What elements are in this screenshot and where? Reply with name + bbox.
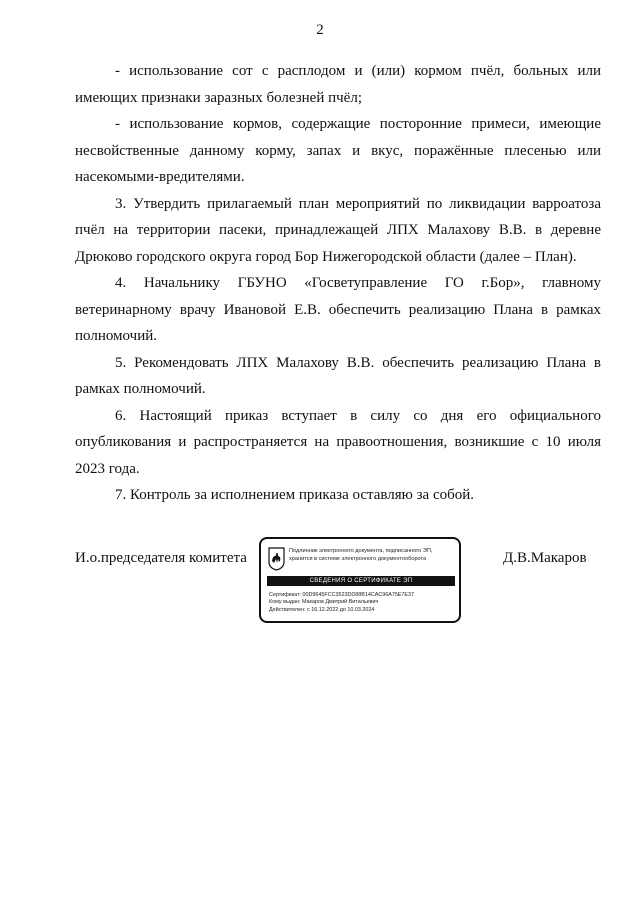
stamp-certificate-number: Сертификат: 00D9645FCC3523DD88B14CAC96A75E7E37 [269,592,414,598]
paragraph: 4. Начальнику ГБУНО «Госветуправление ГО г.Бор», главному ветеринарному врачу Ивановой Е.В. обеспечить реализацию Плана в рамках полномочий. [75,275,601,344]
paragraph: - использование сот с расплодом и (или) кормом пчёл, больных или имеющих признаки заразных болезней пчёл; [75,63,601,106]
paragraph: 5. Рекомендовать ЛПХ Малахову В.В. обеспечить реализацию Плана в рамках полномочий. [75,354,601,397]
page-number: 2 [316,22,324,38]
paragraph: 7. Контроль за исполнением приказа оставляю за собой. [115,487,475,503]
stamp-note: Подлинник электронного документа, подписанного ЭП, хранится в системе электронного документооборота [289,548,433,562]
electronic-signature-stamp [259,537,461,623]
document-body [75,58,601,509]
stamp-issued-to: Кому выдан: Макаров Дмитрий Витальевич [269,599,379,606]
paragraph: - использование кормов, содержащие посторонние примеси, имеющие несвойственные данному корму, запах и вкус, поражённые плесенью или насекомыми-вредителями. [75,116,601,185]
signer-title: И.о.председателя комитета [75,550,247,566]
coat-of-arms-icon [268,547,285,571]
stamp-validity: Действителен: с 16.12.2022 до 10.03.2024 [269,606,375,613]
paragraph: 6. Настоящий приказ вступает в силу со дня его официального опубликования и распространяется на правоотношения, возникшие с 10 июля 2023 года. [75,407,601,477]
stamp-details [269,592,459,614]
stamp-certificate-header: СВЕДЕНИЯ О СЕРТИФИКАТЕ ЭП [267,576,455,586]
signer-name: Д.В.Макаров [503,550,587,566]
paragraph: 3. Утвердить прилагаемый план мероприятий по ликвидации варроатоза пчёл на территории пасеки, принадлежащей ЛПХ Малахову В.В. в деревне Дрюково городского округа город Бор Нижегородской области (далее – План). [75,195,601,265]
